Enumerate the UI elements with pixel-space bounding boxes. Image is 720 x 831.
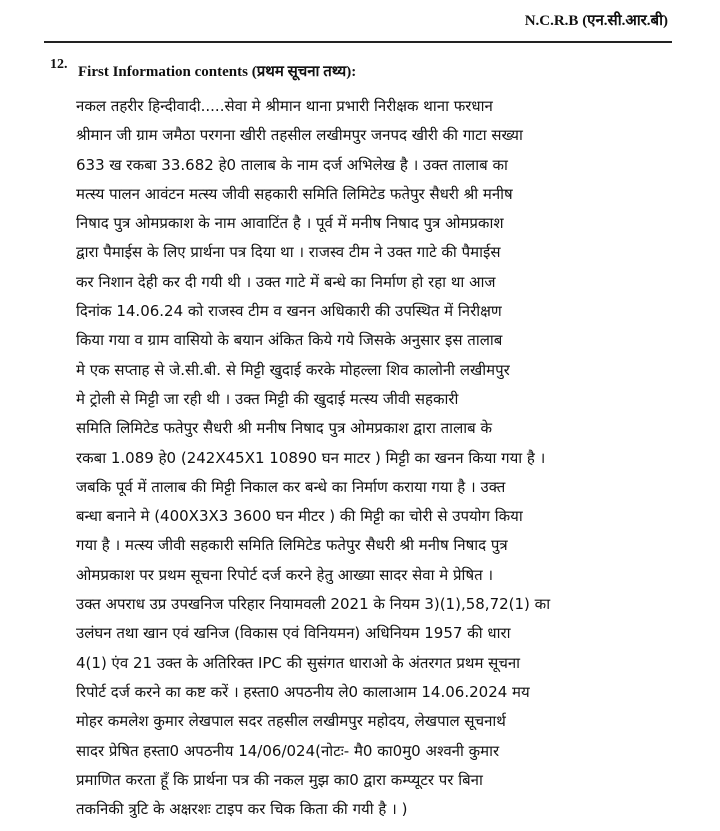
body-line: मे एक सप्ताह से जे.सी.बी. से मिट्टी खुदाई करके मोहल्ला शिव कालोनी लखीमपुर <box>76 360 510 379</box>
header-divider <box>44 41 672 43</box>
body-line: द्वारा पैमाईस के लिए प्रार्थना पत्र दिया था । राजस्व टीम ने उक्त गाटे की पैमाईस <box>76 243 501 262</box>
body-line: कर निशान देही कर दी गयी थी । उक्त गाटे में बन्धे का निर्माण हो रहा था आज <box>76 272 496 291</box>
section-title: First Information contents (प्रथम सूचना तथ्य): <box>78 64 357 80</box>
body-line: समिति लिमिटेड फतेपुर सैधरी श्री मनीष निषाद पुत्र ओमप्रकाश द्वारा तालाब के <box>76 419 492 438</box>
first-information-text <box>76 92 676 824</box>
body-line: मोहर कमलेश कुमार लेखपाल सदर तहसील लखीमपुर महोदय, लेखपाल सूचनार्थ <box>76 712 506 731</box>
body-line: रिपोर्ट दर्ज करने का कष्ट करें । हस्ता0 अपठनीय ले0 कालाआम 14.06.2024 मय <box>76 682 530 701</box>
section-number: 12. <box>50 57 68 72</box>
body-line: प्रमाणित करता हूँ कि प्रार्थना पत्र की नकल मुझ का0 द्वारा कम्प्यूटर पर बिना <box>76 770 483 789</box>
body-line: उक्त अपराध उप्र उपखनिज परिहार नियामवली 2021 के नियम 3)(1),58,72(1) का <box>76 595 551 614</box>
body-line: मे ट्रोली से मिट्टी जा रही थी । उक्त मिट्टी की खुदाई मत्स्य जीवी सहकारी <box>76 389 459 408</box>
body-line: गया है । मत्स्य जीवी सहकारी समिति लिमिटेड फतेपुर सैधरी श्री मनीष निषाद पुत्र <box>76 536 508 555</box>
document-header: N.C.R.B (एन.सी.आर.बी) <box>524 13 668 29</box>
body-line: जबकि पूर्व में तालाब की मिट्टी निकाल कर बन्धे का निर्माण कराया गया है । उक्त <box>76 477 506 496</box>
body-line: ओमप्रकाश पर प्रथम सूचना रिपोर्ट दर्ज करने हेतु आख्या सादर सेवा मे प्रेषित । <box>76 565 494 584</box>
body-line: बन्धा बनाने मे (400X3X3 3600 घन मीटर ) की मिट्टी का चोरी से उपयोग किया <box>76 507 523 526</box>
body-line: तकनिकी त्रुटि के अक्षरशः टाइप कर चिक किता की गयी है । ) <box>76 800 408 819</box>
body-line: 633 ख रकबा 33.682 हे0 तालाब के नाम दर्ज अभिलेख है । उक्त तालाब का <box>76 155 508 174</box>
body-line: नकल तहरीर हिन्दीवादी.....सेवा मे श्रीमान थाना प्रभारी निरीक्षक थाना फरधान <box>76 97 493 115</box>
body-line: उलंघन तथा खान एवं खनिज (विकास एवं विनियमन) अधिनियम 1957 की धारा <box>76 624 511 643</box>
body-line: सादर प्रेषित हस्ता0 अपठनीय 14/06/024(नोटः- मै0 का0मु0 अश्वनी कुमार <box>76 741 500 760</box>
body-line: श्रीमान जी ग्राम जमैठा परगना खीरी तहसील लखीमपुर जनपद खीरी की गाटा सख्या <box>76 126 523 145</box>
body-line: मत्स्य पालन आवंटन मत्स्य जीवी सहकारी समिति लिमिटेड फतेपुर सैधरी श्री मनीष <box>76 184 513 203</box>
body-line: निषाद पुत्र ओमप्रकाश के नाम आवाटिंत है । पूर्व में मनीष निषाद पुत्र ओमप्रकाश <box>76 214 504 233</box>
body-line: 4(1) एंव 21 उक्त के अतिरिक्त IPC की सुसंगत धाराओ के अंतरगत प्रथम सूचना <box>76 653 521 672</box>
body-line: रकबा 1.089 हे0 (242X45X1 10890 घन माटर ) मिट्टी का खनन किया गया है । <box>76 448 546 467</box>
body-line: किया गया व ग्राम वासियो के बयान अंकित किये गये जिसके अनुसार इस तालाब <box>76 331 503 350</box>
body-line: दिनांक 14.06.24 को राजस्व टीम व खनन अधिकारी की उपस्थित में निरीक्षण <box>76 302 502 321</box>
